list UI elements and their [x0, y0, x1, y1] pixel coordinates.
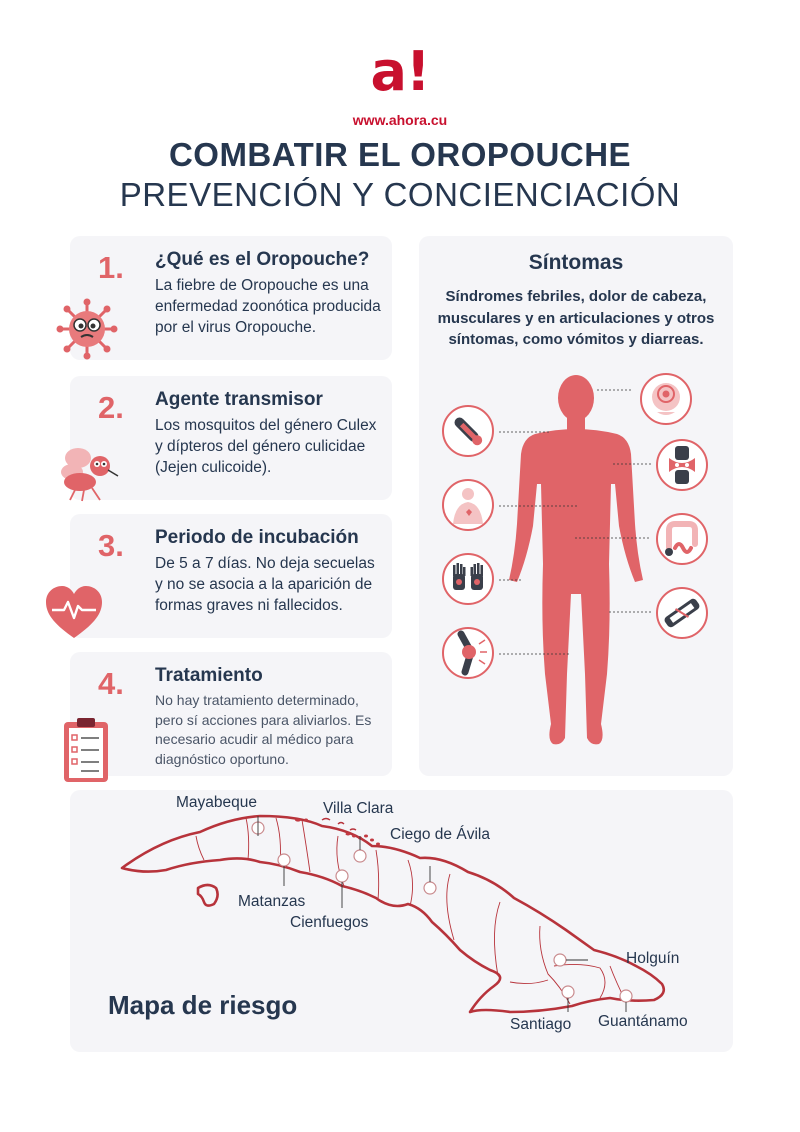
hands-icon: [441, 552, 495, 606]
step-title: Tratamiento: [155, 665, 263, 686]
map-title: Mapa de riesgo: [108, 990, 298, 1020]
step-number: 1.: [98, 250, 124, 285]
thermometer-icon: [441, 404, 495, 458]
page-title: COMBATIR EL OROPOUCHE: [168, 136, 632, 173]
step-number: 4.: [98, 666, 124, 701]
step-card-3: [70, 514, 392, 638]
clipboard-icon: [62, 716, 110, 784]
risk-map-card: [70, 790, 733, 1052]
intestine-icon: [655, 512, 709, 566]
heart-pulse-icon: [44, 584, 104, 640]
province-label-santiago: Santiago: [510, 1016, 572, 1033]
page-subtitle: PREVENCIÓN Y CONCIENCIACIÓN: [119, 176, 681, 213]
virus-icon: [56, 298, 118, 360]
province-label-villa-clara: Villa Clara: [323, 800, 394, 817]
symptoms-card: [419, 236, 733, 776]
symptoms-text: Síndromes febriles, dolor de cabeza, musculares y en articulaciones y otros síntomas, como vómitos y diarreas.: [437, 288, 715, 348]
step-number: 3.: [98, 528, 124, 563]
step-card-1: [70, 236, 392, 360]
step-text: La fiebre de Oropouche es una enfermedad zoonótica producida por el virus Oropouche.: [155, 277, 381, 336]
mosquito-icon: [56, 440, 120, 502]
step-text: Los mosquitos del género Culex y dípteros del género culicidae (Jejen culicoide).: [155, 417, 377, 476]
site-url[interactable]: www.ahora.cu: [352, 112, 448, 128]
joint-icon: [655, 438, 709, 492]
step-card-2: [70, 376, 392, 500]
headache-icon: [639, 372, 693, 426]
step-title: ¿Qué es el Oropouche?: [155, 249, 370, 270]
step-card-4: [70, 652, 392, 776]
bone-icon: [655, 586, 709, 640]
province-label-holguin: Holguín: [626, 950, 680, 967]
step-title: Periodo de incubación: [155, 527, 359, 548]
step-number: 2.: [98, 390, 124, 425]
step-text: De 5 a 7 días. No deja secuelas y no se asocia a la aparición de formas graves ni fallecidos.: [155, 555, 375, 614]
logo-mark: a!: [370, 40, 430, 103]
province-label-matanzas: Matanzas: [238, 893, 306, 910]
province-label-ciego-de-avila: Ciego de Ávila: [390, 826, 490, 843]
site-logo: [0, 40, 800, 103]
chest-icon: [441, 478, 495, 532]
knee-icon: [441, 626, 495, 680]
province-label-guantanamo: Guantánamo: [598, 1013, 688, 1030]
step-text: No hay tratamiento determinado, pero sí acciones para aliviarlos. Es necesario acudir al médico para diagnóstico oportuno.: [155, 692, 372, 767]
step-title: Agente transmisor: [155, 389, 323, 410]
province-label-mayabeque: Mayabeque: [176, 794, 258, 811]
symptoms-title: Síntomas: [528, 251, 624, 274]
province-label-cienfuegos: Cienfuegos: [290, 914, 369, 931]
